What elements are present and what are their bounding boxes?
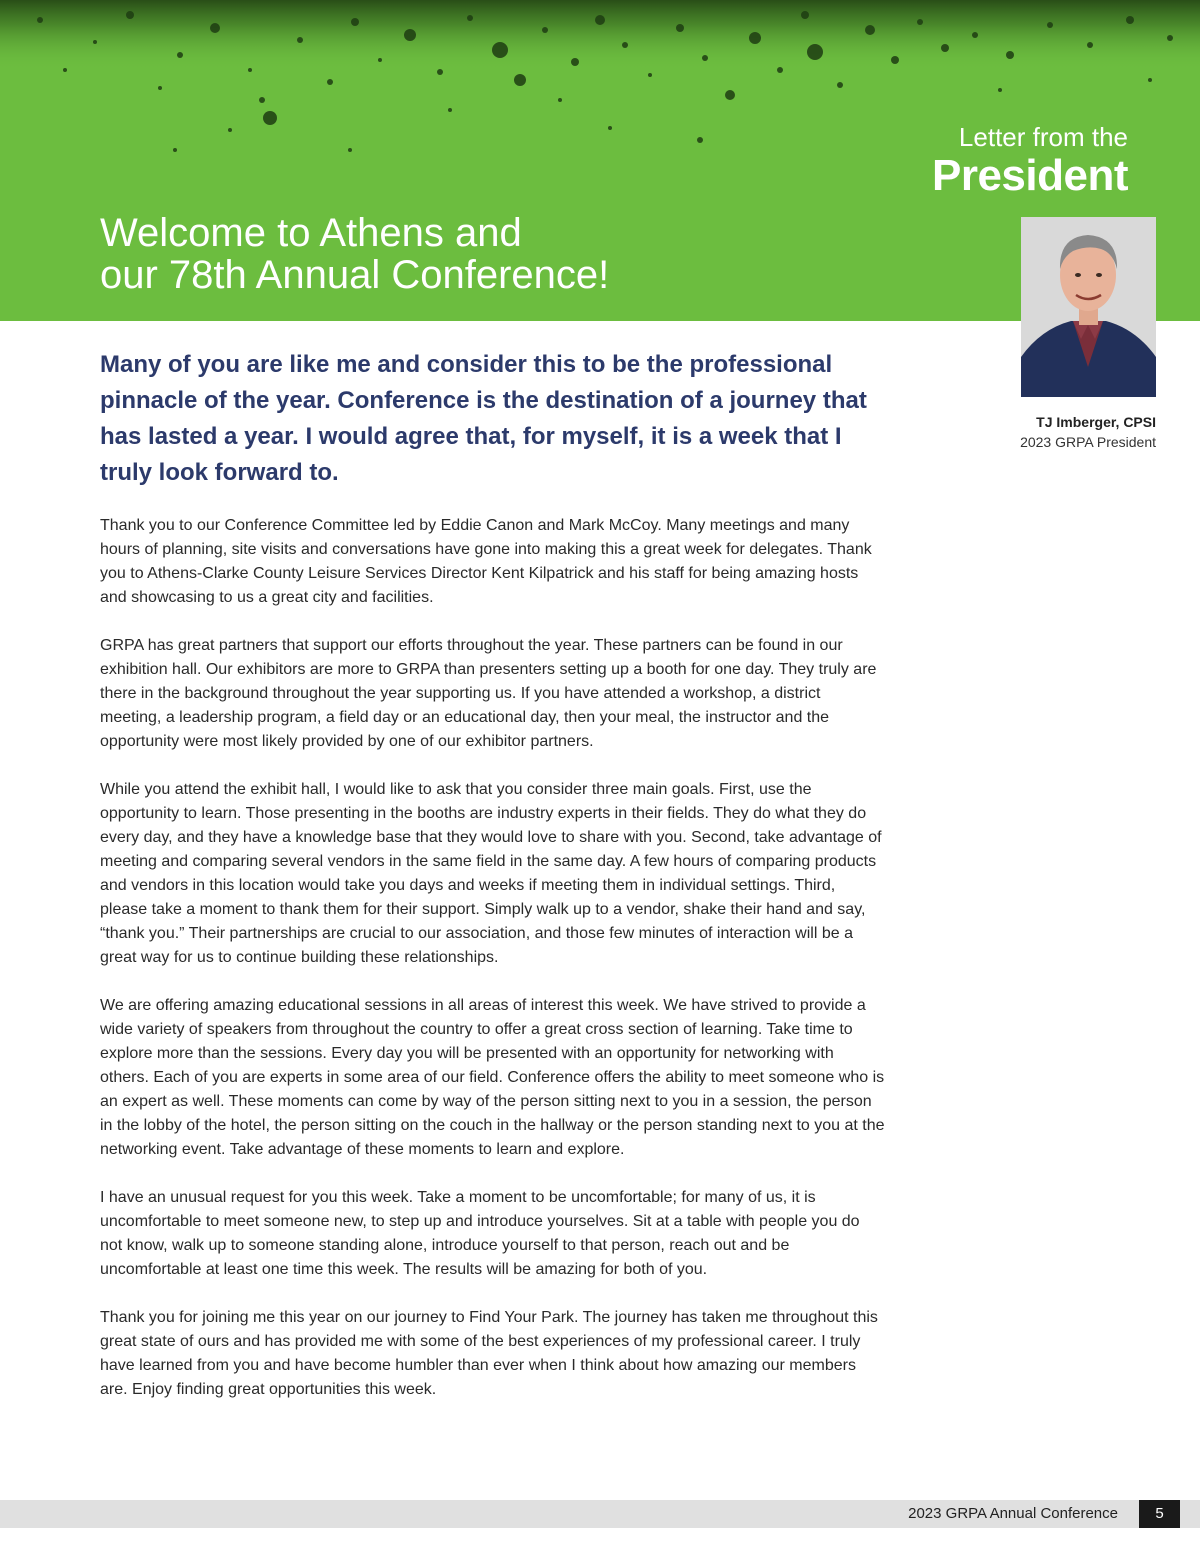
headline-line-2: our 78th Annual Conference!: [100, 253, 610, 297]
photo-caption: [1020, 412, 1156, 452]
section-label-title: President: [931, 151, 1128, 200]
section-label-prefix: Letter from the: [958, 122, 1128, 152]
body-paragraph: We are offering amazing educational sessions in all areas of interest this week. We have strived to provide a wide variety of speakers from throughout the country to offer a great cross section of learning. Take time to explore more than the sessions. Every day you will be presented with an opportunity for networking with others. Each of you are experts in some area of our field. Conference offers the ability to meet someone who is an expert as well. These moments can come by way of the person sitting next to you in a session, the person in the lobby of the hotel, the person sitting on the couch in the hallway or the person standing next to you at the networking event. Take advantage of these moments to learn and explore.: [100, 997, 885, 1158]
lead-paragraph: Many of you are like me and consider this to be the professional pinnacle of the year. Conference is the destination of a journey that has lasted a year. I would agree that, for myself, it is a week that I truly look forward to.: [100, 351, 867, 486]
page-headline: [100, 212, 609, 296]
president-title: 2023 GRPA President: [1020, 434, 1156, 450]
president-name: TJ Imberger, CPSI: [1036, 414, 1156, 430]
letter-body: [100, 514, 886, 1426]
president-portrait-illustration: [1021, 217, 1156, 397]
page-number: 5: [1139, 1500, 1180, 1528]
body-paragraph: GRPA has great partners that support our efforts throughout the year. These partners can be found in our exhibition hall. Our exhibitors are more to GRPA than presenters setting up a booth for one day. They truly are there in the background throughout the year supporting us. If you have attended a workshop, a district meeting, a leadership program, a field day or an educational day, then your meal, the instructor and the opportunity were most likely provided by one of our exhibitor partners.: [100, 637, 877, 750]
headline-line-1: Welcome to Athens and: [100, 211, 522, 255]
body-paragraph: Thank you to our Conference Committee led by Eddie Canon and Mark McCoy. Many meetings and many hours of planning, site visits and conversations have gone into making this a great week for delegates. Thank you to Athens-Clarke County Leisure Services Director Kent Kilpatrick and his staff for being amazing hosts and showcasing to us a great city and facilities.: [100, 517, 872, 606]
body-paragraph: I have an unusual request for you this week. Take a moment to be uncomfortable; for many of us, it is uncomfortable to meet someone new, to step up and introduce yourselves. Sit at a table with people you do not know, walk up to someone standing alone, introduce yourself to that person, reach out and be uncomfortable at least one time this week. The results will be amazing for both of you.: [100, 1189, 860, 1278]
body-paragraph: While you attend the exhibit hall, I would like to ask that you consider three main goals. First, use the opportunity to learn. Those presenting in the booths are industry experts in their fields. They do what they do every day, and they have a knowledge base that they would love to share with you. Second, take advantage of meeting and comparing several vendors in the same field in the same day. A few hours of comparing products and vendors in this location would take you days and weeks if meeting them in individual settings. Third, please take a moment to thank them for their support. Simply walk up to a vendor, shake their hand and say, “thank you.” Their partnerships are crucial to our association, and those few minutes of interaction will be a great way for us to continue building these relationships.: [100, 781, 882, 966]
president-photo: [1021, 217, 1156, 397]
header-banner: [0, 0, 1200, 321]
footer-publication-title: 2023 GRPA Annual Conference: [908, 1505, 1118, 1522]
page-footer: [0, 1500, 1200, 1528]
body-paragraph: Thank you for joining me this year on our journey to Find Your Park. The journey has taken me throughout this great state of ours and has provided me with some of the best experiences of my professional career. I truly have learned from you and have become humbler than ever when I think about how amazing our members are. Enjoy finding great opportunities this week.: [100, 1309, 878, 1398]
section-label: [932, 121, 1128, 199]
